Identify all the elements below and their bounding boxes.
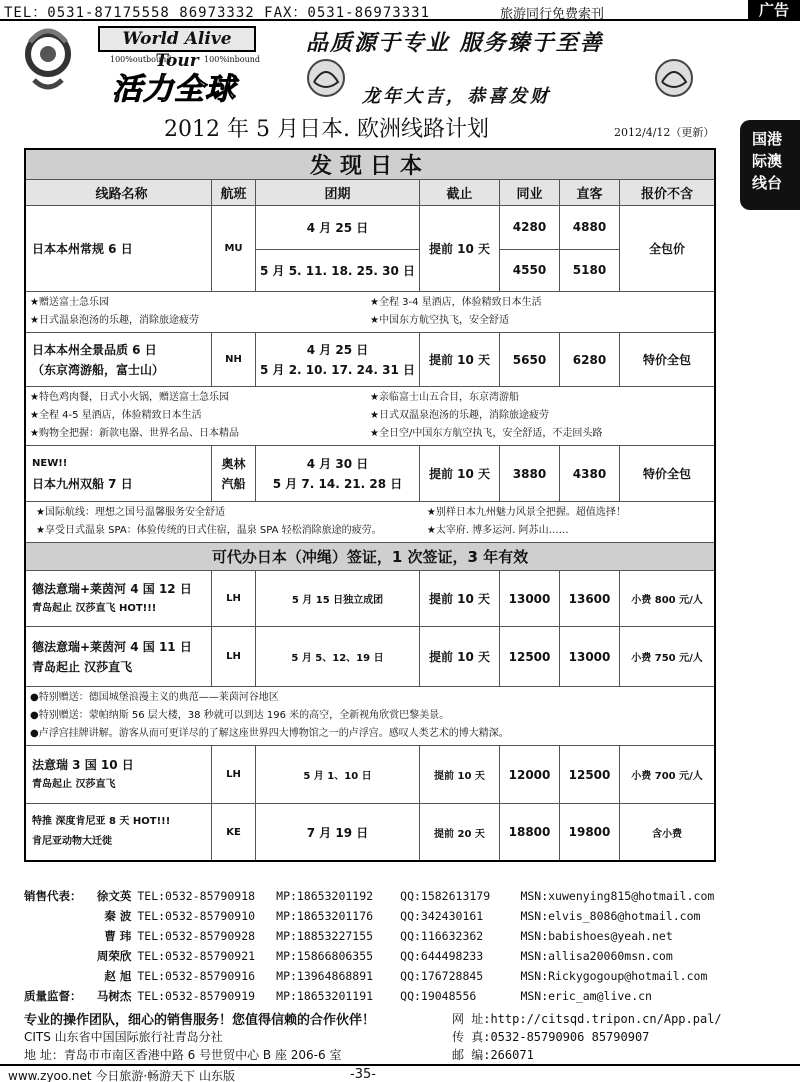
table-row[interactable]	[26, 804, 714, 860]
note-item: ●特别赠送：蒙帕纳斯 56 层大楼，38 秒就可以到达 196 米的高空，全新视角欣赏巴黎美景。	[30, 710, 450, 721]
deadline: 提前 10 天	[420, 446, 500, 501]
europe-notes	[26, 687, 714, 746]
contact-row	[24, 986, 724, 1006]
contact-row	[24, 946, 724, 966]
staff-qq: QQ:644498233	[400, 949, 484, 963]
note-item: ★全程 4-5 星酒店，体验精致日本生活	[30, 410, 202, 421]
price-note: 小费 750 元/人	[631, 653, 703, 664]
note-item: ★全日空/中国东方航空执飞，安全舒适，不走回头路	[370, 428, 603, 439]
visa-section-header: 可代办日本（冲绳）签证，1 次签证，3 年有效	[26, 543, 714, 571]
direct-price: 13000	[560, 627, 620, 686]
deadline: 提前 10 天	[420, 571, 500, 626]
tour-date-1: 4 月 25 日	[306, 342, 369, 357]
staff-msn[interactable]: MSN:elvis_8086@hotmail.com	[520, 909, 701, 923]
route-name	[26, 333, 212, 386]
route-notes	[26, 387, 714, 446]
sidetab-line-3: 线台	[752, 174, 783, 192]
note-item: ●特别赠送：德国城堡浪漫主义的典范——莱茵河谷地区	[30, 692, 279, 703]
flight-code: NH	[212, 333, 256, 386]
note-item: ★特色鸡肉餐，日式小火锅，赠送富士急乐园	[30, 392, 229, 403]
route-name-line-1: 法意瑞 3 国 10 日	[32, 757, 134, 772]
peer-price: 12000	[500, 746, 560, 803]
free-notice: 旅游同行免费索刊	[500, 7, 605, 22]
route-name-line-2: 肯尼亚动物大迁徙	[32, 836, 112, 847]
note-item: ★购物全把握：新款电器、世界名品、日本精品	[30, 428, 239, 439]
route-notes	[26, 502, 714, 543]
note-item: ★别样日本九州魅力风景全把握。超值选择！	[426, 507, 626, 518]
price-note: 小费 700 元/人	[631, 771, 703, 782]
note-item: ●卢浮宫挂牌讲解。游客从而可更详尽的了解这座世界四大博物馆之一的卢浮宫。感叹人类艺术的博大精深。	[30, 728, 509, 739]
route-name-line-2: 青岛起止 汉莎直飞	[32, 659, 133, 674]
staff-msn[interactable]: MSN:Rickygogoup@hotmail.com	[520, 969, 708, 983]
publication-site[interactable]: www.zyoo.net 今日旅游·畅游天下 山东版	[8, 1069, 235, 1082]
staff-qq: QQ:116632362	[400, 929, 484, 943]
staff-qq: QQ:342430161	[400, 909, 484, 923]
tour-date-2: 5 月 5. 11. 18. 25. 30 日	[256, 249, 419, 292]
peer-price: 12500	[500, 627, 560, 686]
staff-msn[interactable]: MSN:xuwenying815@hotmail.com	[520, 889, 715, 903]
staff-mobile: MP:15866806355	[276, 949, 374, 963]
deadline: 提前 10 天	[420, 627, 500, 686]
note-item: ★太宰府. 博多运河. 阿苏山……	[426, 525, 569, 536]
page-title: 2012 年 5 月日本. 欧洲线路计划	[164, 117, 489, 142]
staff-mobile: MP:18653201176	[276, 909, 374, 923]
peer-price-2: 4550	[500, 249, 559, 292]
sales-contacts	[24, 886, 724, 1006]
route-name-line-2: （东京湾游船，富士山）	[32, 362, 165, 377]
table-row[interactable]	[26, 446, 714, 502]
note-item: ★国际航线：理想之国号温馨服务安全舒适	[36, 507, 225, 518]
note-item: ★中国东方航空执飞，安全舒适	[370, 315, 509, 326]
table-row[interactable]	[26, 627, 714, 687]
peer-price: 13000	[500, 571, 560, 626]
brand-name: World Alive Tour	[98, 26, 256, 52]
dragon-left-icon	[304, 56, 348, 100]
staff-name: 赵 旭	[104, 969, 132, 983]
brand-subtitle	[110, 55, 260, 64]
staff-tel: TEL:0532-85790928	[137, 929, 256, 943]
tour-table	[24, 148, 716, 862]
postal-code: 邮 编:266071	[452, 1048, 534, 1062]
staff-msn[interactable]: MSN:eric_am@live.cn	[520, 989, 652, 1003]
brand-chinese: 活力全球	[112, 72, 236, 107]
route-name	[26, 571, 212, 626]
staff-qq: QQ:1582613179	[400, 889, 491, 903]
note-item: ★享受日式温泉 SPA：体验传统的日式住宿，温泉 SPA 轻松消除旅途的疲劳。	[36, 525, 382, 536]
route-name	[26, 804, 212, 860]
tour-dates: 7 月 19 日	[256, 804, 420, 860]
contact-row	[24, 906, 724, 926]
new-badge: NEW!!	[32, 457, 68, 469]
table-row[interactable]	[26, 571, 714, 627]
flight-code: MU	[212, 206, 256, 291]
sidetab-line-2: 际澳	[752, 152, 783, 170]
route-name	[26, 627, 212, 686]
direct-price-1: 4880	[572, 220, 607, 235]
route-name-line-1: 德法意瑞+莱茵河 4 国 11 日	[32, 639, 192, 654]
tour-dates	[256, 206, 420, 291]
route-name-line-2: 青岛起止 汉莎直飞	[32, 778, 116, 790]
note-item: ★赠送富士急乐园	[30, 297, 109, 308]
ad-badge: 广告	[748, 0, 800, 21]
staff-tel: TEL:0532-85790919	[137, 989, 256, 1003]
staff-name: 周荣欣	[96, 949, 132, 963]
price-note: 特价全包	[642, 467, 691, 481]
update-date: 2012/4/12（更新）	[614, 126, 715, 139]
price-note: 含小费	[652, 828, 682, 840]
direct-price-2: 5180	[560, 249, 619, 292]
brand-sub-left: 100%outbound	[110, 55, 172, 64]
note-item: ★亲临富士山五合目，东京湾游船	[370, 392, 519, 403]
sales-label: 销售代表：	[24, 889, 82, 903]
direct-price: 6280	[560, 333, 620, 386]
contact-row	[24, 886, 724, 906]
tour-date-1: 4 月 30 日	[306, 456, 369, 471]
route-name-line: 日本九州双船 7 日	[32, 476, 133, 491]
peer-price-1: 4280	[512, 220, 547, 235]
route-name-line-2: 青岛起止 汉莎直飞 HOT!!!	[32, 602, 157, 614]
tour-dates	[256, 333, 420, 386]
slogan-main: 品质源于专业 服务臻于至善	[306, 31, 604, 56]
tour-dates: 5 月 1、10 日	[256, 746, 420, 803]
col-deadline: 截止	[420, 180, 500, 205]
staff-tel: TEL:0532-85790918	[137, 889, 256, 903]
flight-code	[212, 446, 256, 501]
company-name: CITS 山东省中国国际旅行社青岛分社	[24, 1030, 223, 1044]
deadline: 提前 10 天	[420, 746, 500, 803]
brand-sub-right: 100%inbound	[204, 55, 260, 64]
staff-msn[interactable]: MSN:babishoes@yeah.net	[520, 929, 673, 943]
fax-number: 传 真:0532-85790906 85790907	[452, 1030, 650, 1044]
price-note: 特价全包	[642, 353, 691, 367]
sidetab-line-1: 国港	[752, 130, 783, 148]
staff-name: 秦 波	[104, 909, 132, 923]
staff-tel: TEL:0532-85790921	[137, 949, 256, 963]
staff-mobile: MP:13964868891	[276, 969, 374, 983]
route-notes	[26, 292, 714, 333]
tour-dates: 5 月 5、12、19 日	[256, 627, 420, 686]
table-row[interactable]	[26, 746, 714, 804]
price-note: 小费 800 元/人	[631, 595, 703, 606]
column-headers	[26, 180, 714, 206]
col-flight: 航班	[212, 180, 256, 205]
staff-tel: TEL:0532-85790916	[137, 969, 256, 983]
flight-code: LH	[212, 746, 256, 803]
top-bar	[0, 0, 800, 21]
staff-mobile: MP:18653201191	[276, 989, 374, 1003]
note-item: ★日式双温泉泡汤的乐趣，消除旅途疲劳	[370, 410, 549, 421]
website-link[interactable]: 网 址:http://citsqd.tripon.cn/App.pal/	[452, 1012, 722, 1026]
staff-qq: QQ:176728845	[400, 969, 484, 983]
route-name-line-1: 特推 深度肯尼亚 8 天 HOT!!!	[32, 816, 171, 827]
peer-prices	[500, 206, 560, 291]
dragon-right-icon	[652, 56, 696, 100]
staff-name: 马树杰	[96, 989, 132, 1003]
route-name	[26, 446, 212, 501]
staff-mobile: MP:18853227155	[276, 929, 374, 943]
col-peer-price: 同业	[500, 180, 560, 205]
flight-line-2: 汽船	[221, 476, 246, 491]
staff-mobile: MP:18653201192	[276, 889, 374, 903]
contact-line: TEL：0531-87175558 86973332 FAX：0531-86973331	[4, 5, 431, 21]
flight-code: KE	[212, 804, 256, 860]
tagline: 专业的操作团队，细心的销售服务！您值得信赖的合作伙伴！	[24, 1013, 376, 1028]
peer-price: 5650	[500, 333, 560, 386]
tour-dates	[256, 446, 420, 501]
peer-price: 18800	[500, 804, 560, 860]
direct-price: 12500	[560, 746, 620, 803]
route-name-line-1: 德法意瑞+莱茵河 4 国 12 日	[32, 581, 192, 596]
page-number: -35-	[350, 1067, 376, 1082]
staff-qq: QQ:19048556	[400, 989, 477, 1003]
tour-date-2: 5 月 7. 14. 21. 28 日	[272, 476, 403, 491]
route-name-line-1: 日本本州全景品质 6 日	[32, 342, 157, 357]
deadline: 提前 20 天	[420, 804, 500, 860]
contact-row	[24, 966, 724, 986]
international-tab[interactable]	[740, 120, 800, 210]
staff-tel: TEL:0532-85790910	[137, 909, 256, 923]
staff-msn[interactable]: MSN:allisa20060msn.com	[520, 949, 673, 963]
company-address: 地 址：青岛市市南区香港中路 6 号世贸中心 B 座 206-6 室	[24, 1048, 342, 1062]
flight-code: LH	[212, 571, 256, 626]
col-excludes: 报价不含	[640, 187, 693, 202]
direct-price: 13600	[560, 571, 620, 626]
direct-price: 19800	[560, 804, 620, 860]
staff-name: 曹 玮	[104, 929, 132, 943]
slogan-new-year: 龙年大吉，恭喜发财	[362, 86, 551, 107]
price-note: 全包价	[648, 242, 685, 256]
flight-code: LH	[212, 627, 256, 686]
peer-price: 3880	[500, 446, 560, 501]
staff-name: 徐文英	[96, 889, 132, 903]
col-route: 线路名称	[26, 180, 212, 205]
col-dates: 团期	[256, 180, 420, 205]
tour-dates: 5 月 15 日独立成团	[256, 571, 420, 626]
contact-row	[24, 926, 724, 946]
table-row[interactable]	[26, 333, 714, 387]
bottom-bar	[0, 1064, 800, 1082]
col-direct-price: 直客	[560, 180, 620, 205]
quality-label: 质量监督：	[24, 989, 82, 1003]
deadline: 提前 10 天	[420, 206, 500, 291]
direct-price: 4380	[560, 446, 620, 501]
direct-prices	[560, 206, 620, 291]
route-name: 日本本州常规 6 日	[26, 206, 212, 291]
flight-line-1: 奥林	[221, 456, 246, 471]
note-item: ★日式温泉泡汤的乐趣，消除旅途疲劳	[30, 315, 199, 326]
note-item: ★全程 3-4 星酒店，体验精致日本生活	[370, 297, 542, 308]
japan-section-header: 发现日本	[26, 150, 714, 180]
swirl-logo-icon	[24, 24, 72, 94]
tour-date-2: 5 月 2. 10. 17. 24. 31 日	[260, 362, 415, 377]
deadline: 提前 10 天	[420, 333, 500, 386]
route-name	[26, 746, 212, 803]
tour-date-1: 4 月 25 日	[306, 220, 369, 235]
table-row[interactable]	[26, 206, 714, 292]
